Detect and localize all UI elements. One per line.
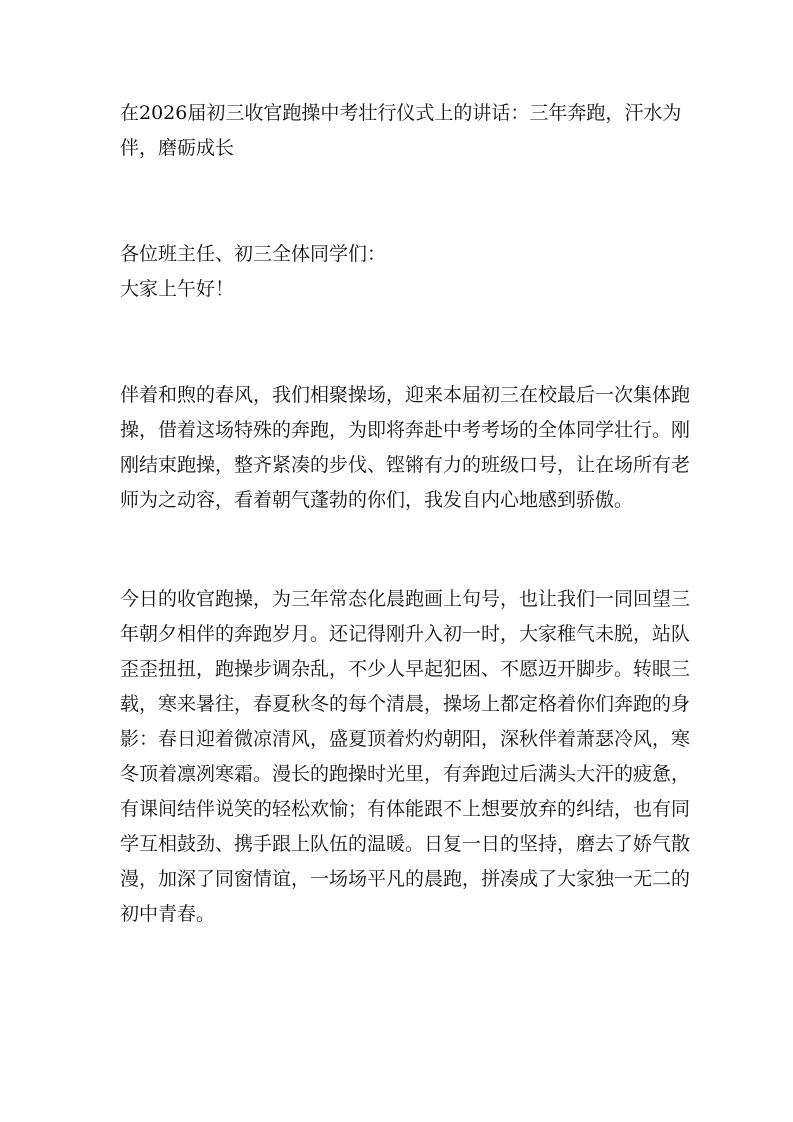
salutation: 各位班主任、初三全体同学们： <box>120 243 387 265</box>
paragraph-line: 初中青春。 <box>120 903 216 925</box>
spacer <box>120 307 676 378</box>
paragraph-line: 年朝夕相伴的奔跑岁月。还记得刚升入初一时，大家稚气未脱，站队 <box>120 623 691 645</box>
greeting: 大家上午好！ <box>120 278 235 300</box>
document-title-line-2: 伴，磨砺成长 <box>120 137 235 159</box>
paragraph-line: 有课间结伴说笑的轻松欢愉；有体能跟不上想要放弃的纠结，也有同 <box>120 798 691 820</box>
paragraph-line: 师为之动容，看着朝气蓬勃的你们，我发自内心地感到骄傲。 <box>120 489 634 511</box>
spacer <box>120 166 676 237</box>
paragraph-line: 漫，加深了同窗情谊，一场场平凡的晨跑，拼凑成了大家独一无二的 <box>120 868 691 890</box>
paragraph-1 <box>120 378 691 518</box>
paragraph-line: 影：春日迎着微凉清风，盛夏顶着灼灼朝阳，深秋伴着萧瑟冷风，寒 <box>120 728 691 750</box>
spacer <box>120 518 676 582</box>
paragraph-line: 伴着和煦的春风，我们相聚操场，迎来本届初三在校最后一次集体跑 <box>120 384 691 406</box>
paragraph-2 <box>120 582 691 932</box>
paragraph-line: 冬顶着凛冽寒霜。漫长的跑操时光里，有奔跑过后满头大汗的疲惫， <box>120 763 691 785</box>
paragraph-line: 学互相鼓劲、携手跟上队伍的温暖。日复一日的坚持，磨去了娇气散 <box>120 833 691 855</box>
paragraph-line: 歪歪扭扭，跑操步调杂乱，不少人早起犯困、不愿迈开脚步。转眼三 <box>120 658 691 680</box>
document-title-line-1: 在2026届初三收官跑操中考壮行仪式上的讲话：三年奔跑，汗水为 <box>120 102 682 124</box>
paragraph-line: 操，借着这场特殊的奔跑，为即将奔赴中考考场的全体同学壮行。刚 <box>120 419 691 441</box>
paragraph-line: 今日的收官跑操，为三年常态化晨跑画上句号，也让我们一同回望三 <box>120 588 691 610</box>
document-page <box>120 96 691 932</box>
paragraph-line: 载，寒来暑往，春夏秋冬的每个清晨，操场上都定格着你们奔跑的身 <box>120 693 691 715</box>
paragraph-line: 刚结束跑操，整齐紧凑的步伐、铿锵有力的班级口号，让在场所有老 <box>120 454 691 476</box>
